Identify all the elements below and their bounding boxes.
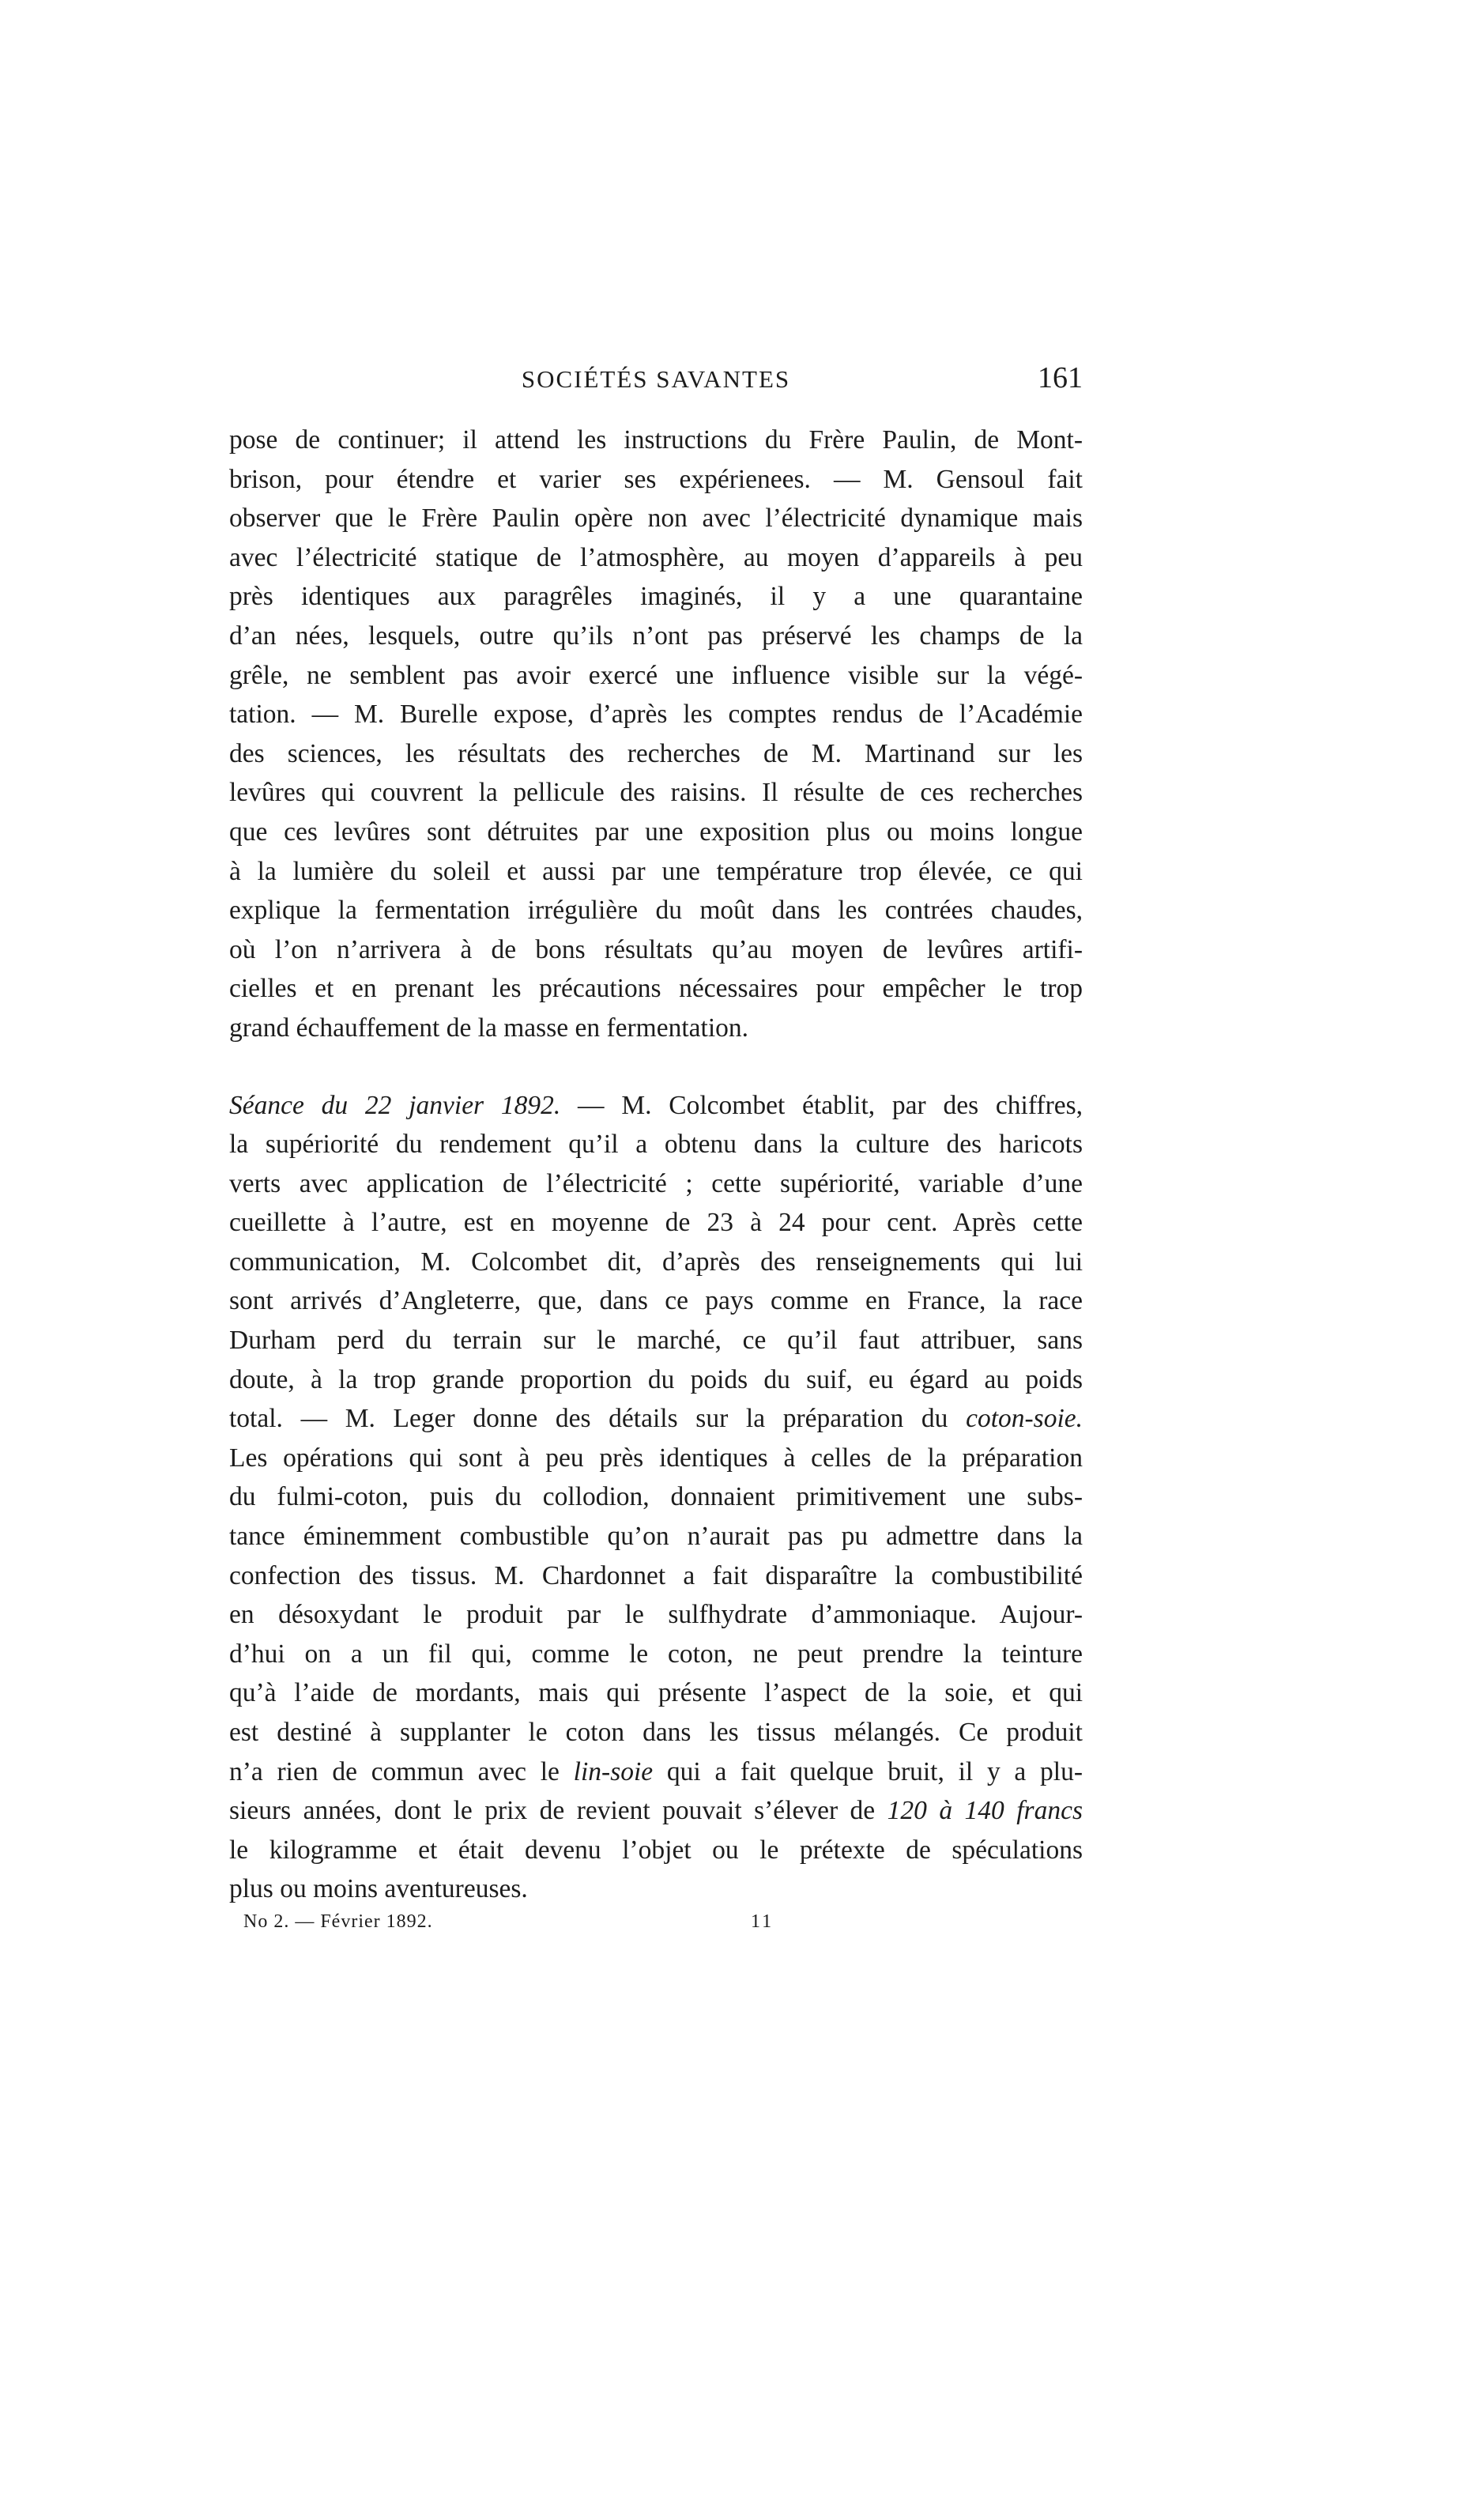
text-line: communication, M. Colcombet dit, d’après des renseignements qui lui bbox=[229, 1247, 1083, 1277]
italic-term: lin-soie bbox=[573, 1756, 654, 1786]
text-line: Les opérations qui sont à peu près identiques à celles de la préparation bbox=[229, 1443, 1083, 1473]
text-line bbox=[229, 1399, 1083, 1439]
text-line: en désoxydant le produit par le sulfhydrate d’ammoniaque. Aujour- bbox=[229, 1600, 1083, 1630]
body-text bbox=[229, 421, 1083, 1909]
text-line: tance éminemment combustible qu’on n’aurait pas pu admettre dans la bbox=[229, 1522, 1083, 1552]
signature-mark: 11 bbox=[751, 1911, 774, 1932]
paragraph-gap bbox=[229, 1048, 1083, 1086]
text-run: — M. Colcombet établit, par des chiffres, bbox=[560, 1090, 1083, 1120]
text-line bbox=[229, 1791, 1083, 1831]
text-line: près identiques aux paragrêles imaginés, il y a une quarantaine bbox=[229, 582, 1083, 612]
text-line: cielles et en prenant les précautions nécessaires pour empêcher le trop bbox=[229, 974, 1083, 1004]
session-date: Séance du 22 janvier 1892. bbox=[229, 1090, 561, 1120]
text-line: cueillette à l’autre, est en moyenne de 23 à 24 pour cent. Après cette bbox=[229, 1208, 1083, 1238]
paragraph-2 bbox=[229, 1086, 1083, 1909]
text-line bbox=[229, 1752, 1083, 1792]
text-line: d’hui on a un fil qui, comme le coton, ne peut prendre la teinture bbox=[229, 1639, 1083, 1669]
text-line: pose de continuer; il attend les instructions du Frère Paulin, de Mont- bbox=[229, 425, 1083, 455]
text-run: n’a rien de commun avec le bbox=[229, 1756, 574, 1786]
text-line: plus ou moins aventureuses. bbox=[229, 1874, 528, 1904]
text-run: qui a fait quelque bruit, il y a plu- bbox=[653, 1756, 1083, 1786]
text-line: où l’on n’arrivera à de bons résultats qu’au moyen de levûres artifi- bbox=[229, 934, 1083, 964]
page-header bbox=[229, 361, 1083, 413]
page-number: 161 bbox=[1038, 361, 1083, 394]
text-line: avec l’électricité statique de l’atmosphère, au moyen d’appareils à peu bbox=[229, 542, 1083, 572]
text-line: qu’à l’aide de mordants, mais qui présente l’aspect de la soie, et qui bbox=[229, 1678, 1083, 1708]
text-line: explique la fermentation irrégulière du moût dans les contrées chaudes, bbox=[229, 896, 1083, 926]
text-line: d’an nées, lesquels, outre qu’ils n’ont pas préservé les champs de la bbox=[229, 621, 1083, 651]
text-line: Durham perd du terrain sur le marché, ce qu’il faut attribuer, sans bbox=[229, 1326, 1083, 1356]
text-line: verts avec application de l’électricité ; cette supériorité, variable d’une bbox=[229, 1168, 1083, 1198]
text-line: la supériorité du rendement qu’il a obtenu dans la culture des haricots bbox=[229, 1130, 1083, 1160]
text-line: grêle, ne semblent pas avoir exercé une influence visible sur la végé- bbox=[229, 660, 1083, 690]
italic-term: 120 à 140 francs bbox=[887, 1796, 1083, 1826]
text-line: des sciences, les résultats des recherches de M. Martinand sur les bbox=[229, 738, 1083, 768]
text-line: le kilogramme et était devenu l’objet ou le prétexte de spéculations bbox=[229, 1835, 1083, 1865]
text-line: à la lumière du soleil et aussi par une température trop élevée, ce qui bbox=[229, 856, 1083, 886]
running-title: SOCIÉTÉS SAVANTES bbox=[521, 365, 791, 393]
text-run: sieurs années, dont le prix de revient pouvait s’élever de bbox=[229, 1796, 887, 1826]
text-line bbox=[229, 1086, 1083, 1126]
text-line: tation. — M. Burelle expose, d’après les comptes rendus de l’Académie bbox=[229, 700, 1083, 730]
text-line: est destiné à supplanter le coton dans les tissus mélangés. Ce produit bbox=[229, 1718, 1083, 1747]
text-line: sont arrivés d’Angleterre, que, dans ce pays comme en France, la race bbox=[229, 1286, 1083, 1316]
text-line: confection des tissus. M. Chardonnet a fait disparaître la combustibilité bbox=[229, 1560, 1083, 1590]
text-line: que ces levûres sont détruites par une exposition plus ou moins longue bbox=[229, 817, 1083, 847]
text-line: levûres qui couvrent la pellicule des raisins. Il résulte de ces recherches bbox=[229, 778, 1083, 808]
text-line: brison, pour étendre et varier ses expérienees. — M. Gensoul fait bbox=[229, 464, 1083, 494]
text-line: observer que le Frère Paulin opère non avec l’électricité dynamique mais bbox=[229, 504, 1083, 534]
paragraph-1 bbox=[229, 421, 1083, 1048]
italic-term: coton-soie. bbox=[966, 1404, 1083, 1434]
text-line: du fulmi-coton, puis du collodion, donnaient primitivement une subs- bbox=[229, 1482, 1083, 1512]
text-line: grand échauffement de la masse en fermentation. bbox=[229, 1013, 748, 1043]
text-line: doute, à la trop grande proportion du poids du suif, eu égard au poids bbox=[229, 1364, 1083, 1394]
issue-footer: No 2. — Février 1892. bbox=[243, 1911, 433, 1932]
text-run: total. — M. Leger donne des détails sur la préparation du bbox=[229, 1404, 967, 1434]
